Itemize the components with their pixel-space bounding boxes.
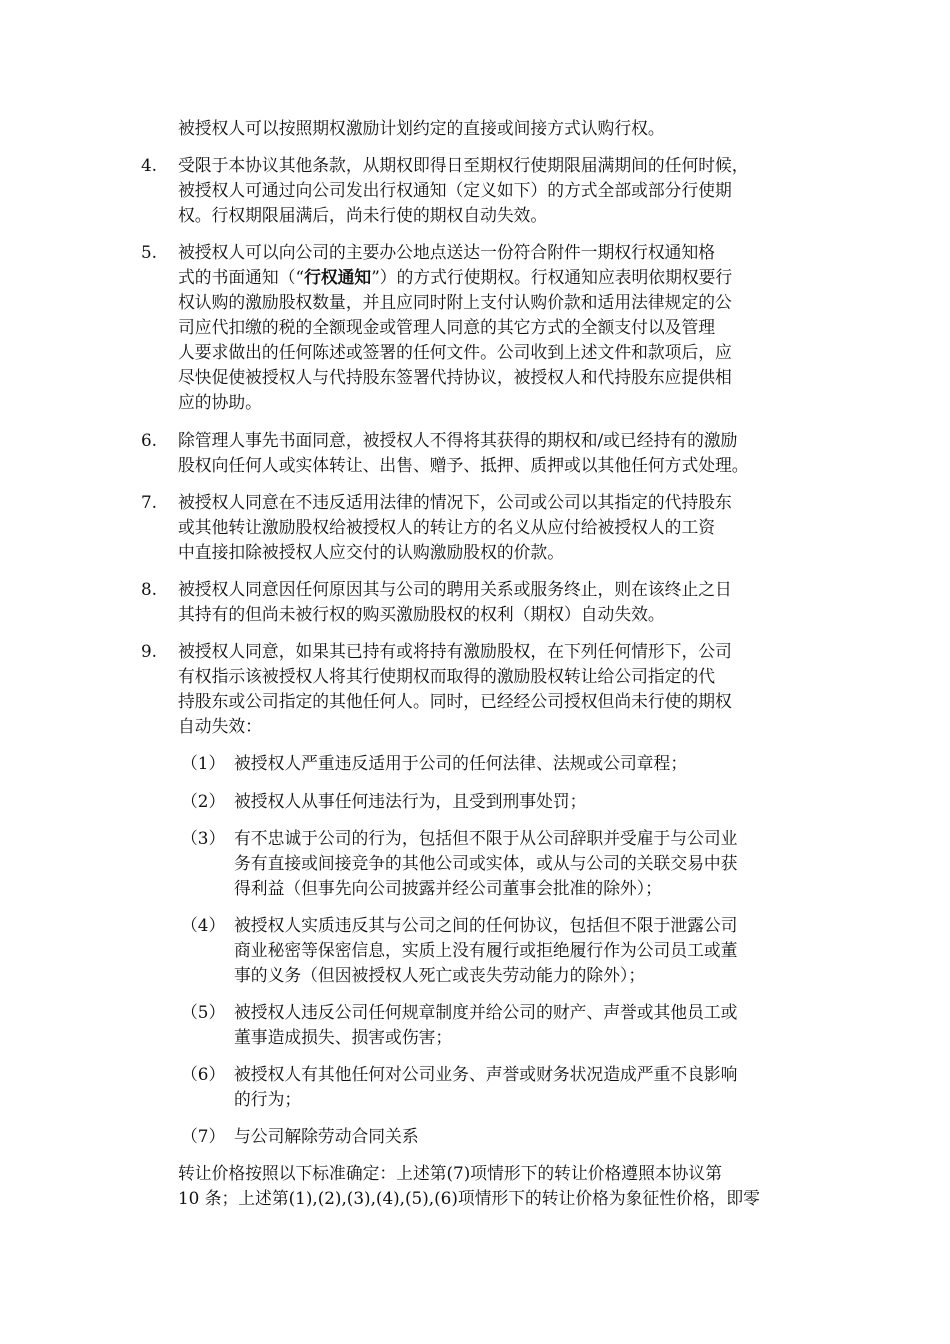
text-line: 被授权人有其他任何对公司业务、声誉或财务状况造成严重不良影响 [234, 1064, 738, 1084]
text-line [178, 265, 732, 289]
clause-number: 9. [141, 641, 158, 661]
text-line: 被授权人同意，如果其已持有或将持有激励股权，在下列任何情形下，公司 [178, 641, 732, 661]
text-line: 被授权人严重违反适用于公司的任何法律、法规或公司章程； [234, 753, 688, 773]
clause-number: 4. [141, 155, 158, 175]
clause-number: 6. [141, 430, 158, 450]
text-line: 被授权人同意在不违反适用法律的情况下，公司或公司以其指定的代持股东 [178, 492, 732, 512]
text-line: 被授权人可以向公司的主要办公地点送达一份符合附件一期权行权通知格 [178, 242, 716, 262]
subitem-number: （5） [181, 1002, 226, 1022]
text-line: 除管理人事先书面同意，被授权人不得将其获得的期权和/或已经持有的激励 [178, 430, 738, 450]
text-line: 中直接扣除被授权人应交付的认购激励股权的价款。 [178, 542, 564, 562]
text-segment: 式的书面通知（“ [178, 267, 305, 287]
text-line: 被授权人实质违反其与公司之间的任何协议，包括但不限于泄露公司 [234, 915, 738, 935]
text-line: 被授权人可通过向公司发出行权通知（定义如下）的方式全部或部分行使期 [178, 180, 732, 200]
text-line: 权。行权期限届满后，尚未行使的期权自动失效。 [178, 205, 548, 225]
text-line: 被授权人可以按照期权激励计划约定的直接或间接方式认购行权。 [178, 118, 665, 138]
text-line: 转让价格按照以下标准确定：上述第(7)项情形下的转让价格遵照本协议第 [178, 1163, 722, 1183]
text-line: 其持有的但尚未被行权的购买激励股权的权利（期权）自动失效。 [178, 604, 665, 624]
subitem-number: （1） [181, 753, 226, 773]
clause-number: 8. [141, 579, 158, 599]
text-line: 得利益（但事先向公司披露并经公司董事会批准的除外）； [234, 878, 662, 898]
text-line: 人要求做出的任何陈述或签署的任何文件。公司收到上述文件和款项后，应 [178, 342, 732, 362]
text-line: 应的协助。 [178, 392, 262, 412]
text-line: 务有直接或间接竞争的其他公司或实体，或从与公司的关联交易中获 [234, 853, 738, 873]
text-line: 受限于本协议其他条款，从期权即得日至期权行使期限届满期间的任何时候， [178, 155, 749, 175]
text-line: 持股东或公司指定的其他任何人。同时，已经经公司授权但尚未行使的期权 [178, 691, 732, 711]
text-line: 的行为； [234, 1089, 302, 1109]
text-line: 被授权人从事任何违法行为，且受到刑事处罚； [234, 791, 587, 811]
subitem-number: （3） [181, 828, 226, 848]
text-segment: ”）的方式行使期权。行权通知应表明依期权要行 [371, 267, 733, 287]
text-line: 自动失效： [178, 716, 262, 736]
text-line: 被授权人同意因任何原因其与公司的聘用关系或服务终止，则在该终止之日 [178, 579, 732, 599]
text-line: 董事造成损失、损害或伤害； [234, 1027, 453, 1047]
defined-term: 行权通知 [304, 267, 372, 287]
clause-number: 5. [141, 242, 158, 262]
text-line: 被授权人违反公司任何规章制度并给公司的财产、声誉或其他员工或 [234, 1002, 738, 1022]
subitem-number: （7） [181, 1126, 226, 1146]
subitem-number: （2） [181, 791, 226, 811]
text-line: 商业秘密等保密信息，实质上没有履行或拒绝履行作为公司员工或董 [234, 940, 738, 960]
text-line: 与公司解除劳动合同关系 [234, 1126, 419, 1146]
text-line: 权认购的激励股权数量，并且应同时附上支付认购价款和适用法律规定的公 [178, 292, 732, 312]
subitem-number: （6） [181, 1064, 226, 1084]
text-line: 或其他转让激励股权给被授权人的转让方的名义从应付给被授权人的工资 [178, 517, 716, 537]
text-line: 有权指示该被授权人将其行使期权而取得的激励股权转让给公司指定的代 [178, 666, 716, 686]
text-line: 10 条；上述第(1),(2),(3),(4),(5),(6)项情形下的转让价格为象征性价格，即零 [178, 1188, 760, 1208]
text-line: 事的义务（但因被授权人死亡或丧失劳动能力的除外）； [234, 965, 646, 985]
subitem-number: （4） [181, 915, 226, 935]
text-line: 有不忠诚于公司的行为，包括但不限于从公司辞职并受雇于与公司业 [234, 828, 738, 848]
text-line: 尽快促使被授权人与代持股东签署代持协议，被授权人和代持股东应提供相 [178, 367, 732, 387]
clause-number: 7. [141, 492, 158, 512]
text-line: 股权向任何人或实体转让、出售、赠予、抵押、质押或以其他任何方式处理。 [178, 455, 749, 475]
text-line: 司应代扣缴的税的全额现金或管理人同意的其它方式的全额支付以及管理 [178, 317, 716, 337]
